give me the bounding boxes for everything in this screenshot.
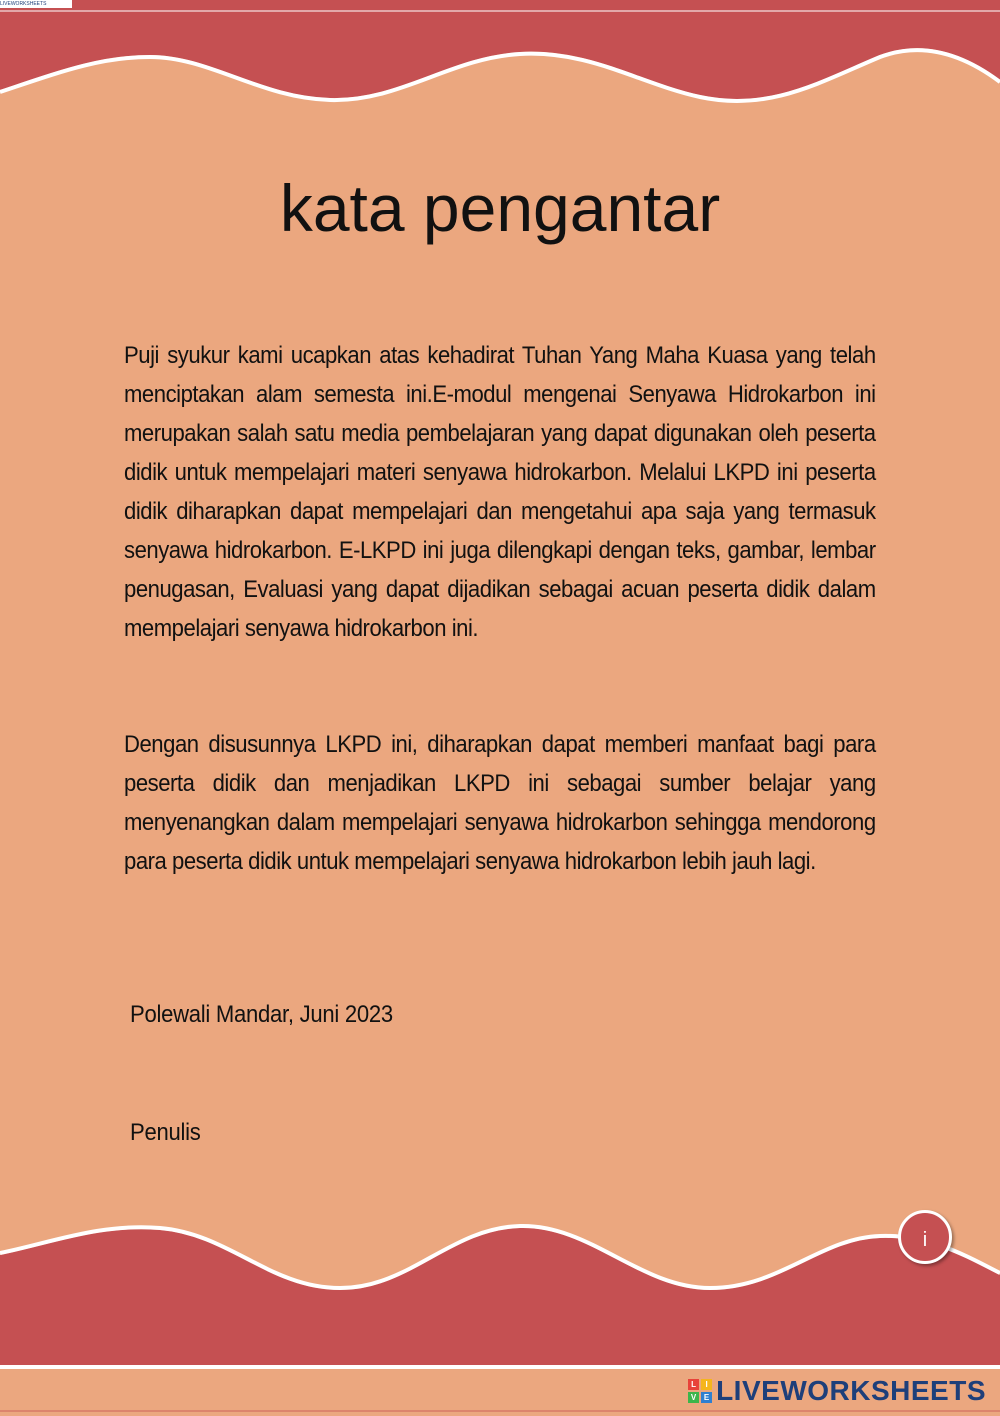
bottom-divider <box>0 1365 1000 1369</box>
intro-paragraph-2: Dengan disusunnya LKPD ini, diharapkan dapat memberi manfaat bagi para peserta didik dan menjadikan LKPD ini sebagai sumber belajar yang menyenangkan dalam mempelajari senyawa hidrokarbon sehingga mendorong para peserta didik untuk mempelajari senyawa hidrokarbon lebih jauh lagi. <box>124 731 876 875</box>
logo-letter-e: E <box>701 1392 712 1403</box>
liveworksheets-logo-icon <box>688 1379 712 1403</box>
bottom-wave-band <box>0 1228 1000 1365</box>
liveworksheets-logo <box>688 1374 986 1408</box>
intro-paragraph-1: Puji syukur kami ucapkan atas kehadirat Tuhan Yang Maha Kuasa yang telah menciptakan alam semesta ini.E-modul mengenai Senyawa Hidrokarbon ini merupakan salah satu media pembelajaran yang dapat digunakan oleh peserta didik untuk mempelajari materi senyawa hidrokarbon. Melalui LKPD ini peserta didik diharapkan dapat mempelajari dan mengetahui apa saja yang termasuk senyawa hidrokarbon. E-LKPD ini juga dilengkapi dengan teks, gambar, lembar penugasan, Evaluasi yang dapat dijadikan sebagai acuan peserta didik dalam mempelajari senyawa hidrokarbon ini. <box>124 342 876 642</box>
liveworksheets-logo-text: LIVEWORKSHEETS <box>716 1375 986 1406</box>
page-number-badge: i <box>898 1210 952 1264</box>
footer-rule <box>0 1410 1000 1412</box>
top-frame <box>0 10 1000 12</box>
author-label: Penulis <box>130 1119 201 1146</box>
place-date: Polewali Mandar, Juni 2023 <box>130 1001 393 1028</box>
page-title: kata pengantar <box>279 171 721 245</box>
corner-badge: LIVEWORKSHEETS <box>0 0 72 8</box>
logo-letter-v: V <box>688 1392 699 1403</box>
logo-letter-i: I <box>701 1379 712 1390</box>
top-wave-band <box>0 0 1000 99</box>
logo-letter-l: L <box>688 1379 699 1390</box>
